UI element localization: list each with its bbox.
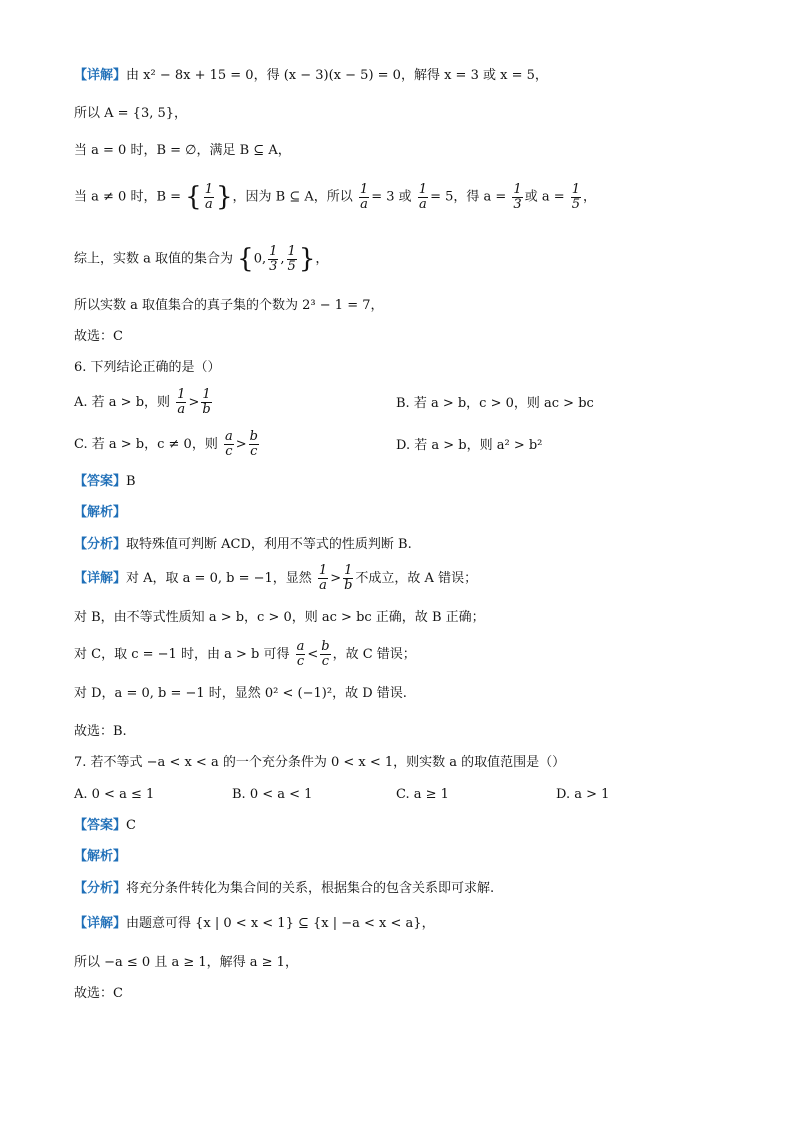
- fraction: $\frac{1}{b}$: [202, 387, 211, 417]
- q5-line5: 综上，实数 a 取值的集合为 {0, $\frac{1}{3}$ , $\frac{1}{5}$ }，: [74, 243, 329, 274]
- q7-option-a: A. 0 < a ≤ 1: [74, 787, 155, 802]
- fraction: $\frac{b}{c}$: [321, 639, 330, 669]
- q7-detail-a: 【详解】由题意可得 {x | 0 < x < 1} ⊆ {x | −a < x < a}，: [74, 916, 435, 931]
- q6-detail-d: 对 D，a = 0, b = −1 时，显然 0² < (−1)²，故 D 错误.: [74, 686, 407, 701]
- q5-line2: 所以 A = {3, 5}，: [74, 106, 188, 121]
- q6-option-a: A. 若 a > b，则 $\frac{1}{a}$ > $\frac{1}{b}$: [74, 387, 211, 417]
- q5-line3: 当 a = 0 时，B = ∅，满足 B ⊆ A，: [74, 143, 291, 158]
- q6-stem: 6. 下列结论正确的是（）: [74, 360, 221, 375]
- fraction: $\frac{1}{3}$: [513, 181, 522, 212]
- q7-stem: 7. 若不等式 −a < x < a 的一个充分条件为 0 < x < 1，则实数 a 的取值范围是（）: [74, 755, 566, 770]
- q5-line4: 当 a ≠ 0 时，B = { $\frac{1}{a}$ }，因为 B ⊆ A，所以 $\frac{1}{a}$ = 3 或 $\frac{1}{a}$ = 5，得 a = $\frac{1}{3}$ 或 a = $\frac{1}{5}$ ，: [74, 181, 597, 212]
- q5-line6: 所以实数 a 取值集合的真子集的个数为 2³ − 1 = 7，: [74, 298, 384, 313]
- fraction: $\frac{1}{a}$: [418, 181, 428, 212]
- fraction: $\frac{1}{a}$: [359, 181, 369, 212]
- fraction: $\frac{b}{c}$: [249, 429, 258, 459]
- q7-option-d: D. a > 1: [556, 787, 610, 802]
- fraction: $\frac{1}{5}$: [571, 181, 581, 212]
- q6-choose: 故选：B.: [74, 724, 127, 739]
- detail-tag: 【详解】: [74, 68, 127, 83]
- fraction: $\frac{a}{c}$: [296, 639, 305, 669]
- q5-detail-line1: 【详解】由 x² − 8x + 15 = 0，得 (x − 3)(x − 5) = 0，解得 x = 3 或 x = 5，: [74, 68, 548, 83]
- fraction: $\frac{1}{b}$: [344, 563, 353, 593]
- q6-analysis-tag: 【解析】: [74, 505, 127, 520]
- q7-detail-b: 所以 −a ≤ 0 且 a ≥ 1，解得 a ≥ 1，: [74, 955, 298, 970]
- q6-detail-a: 【详解】对 A，取 a = 0, b = −1，显然 $\frac{1}{a}$ > $\frac{1}{b}$ 不成立，故 A 错误；: [74, 563, 478, 593]
- q7-option-c: C. a ≥ 1: [396, 787, 449, 802]
- q7-answer: 【答案】C: [74, 818, 136, 833]
- q6-option-b: B. 若 a > b，c > 0，则 ac > bc: [396, 396, 594, 411]
- q6-detail-c: 对 C，取 c = −1 时，由 a > b 可得 $\frac{a}{c}$ < $\frac{b}{c}$ ，故 C 错误；: [74, 639, 416, 669]
- q6-answer: 【答案】B: [74, 474, 136, 489]
- q6-option-d: D. 若 a > b，则 a² > b²: [396, 438, 543, 453]
- fraction: $\frac{a}{c}$: [224, 429, 233, 459]
- q7-analysis-tag: 【解析】: [74, 849, 127, 864]
- fraction: $\frac{1}{a}$: [318, 563, 328, 593]
- q6-option-c: C. 若 a > b，c ≠ 0，则 $\frac{a}{c}$ > $\frac{b}{c}$: [74, 429, 258, 459]
- q6-detail-b: 对 B，由不等式性质知 a > b，c > 0，则 ac > bc 正确，故 B 正确；: [74, 610, 485, 625]
- q7-choose: 故选：C: [74, 986, 123, 1001]
- fraction: $\frac{1}{5}$: [287, 243, 296, 274]
- q5-line7: 故选：C: [74, 329, 123, 344]
- q6-fenxi: 【分析】取特殊值可判断 ACD，利用不等式的性质判断 B.: [74, 537, 412, 552]
- fraction: $\frac{1}{a}$: [204, 181, 213, 212]
- q7-option-b: B. 0 < a < 1: [232, 787, 313, 802]
- fraction: $\frac{1}{3}$: [269, 243, 278, 274]
- fraction: $\frac{1}{a}$: [177, 387, 186, 417]
- q7-fenxi: 【分析】将充分条件转化为集合间的关系，根据集合的包含关系即可求解.: [74, 881, 495, 896]
